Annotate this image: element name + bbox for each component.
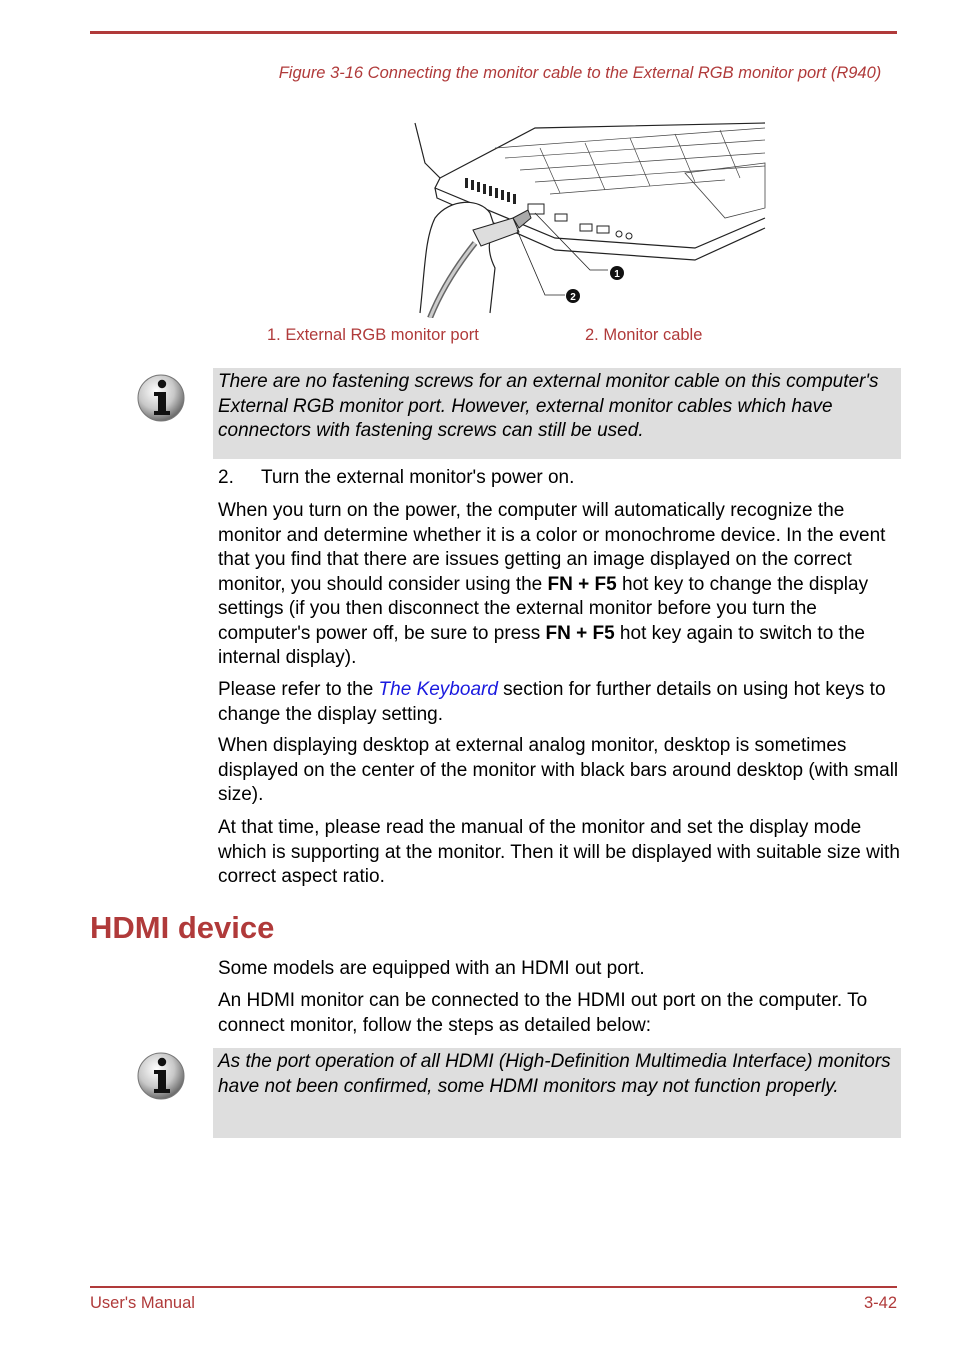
figure-caption: Figure 3-16 Connecting the monitor cable to the External RGB monitor port (R940) (278, 64, 882, 82)
paragraph-black-bars: When displaying desktop at external analog monitor, desktop is sometimes displayed on the center of the monitor with black bars around desktop (with small size). (218, 735, 899, 805)
callout-2 (566, 289, 580, 303)
figure-legend-item-2: 2. Monitor cable (585, 326, 703, 344)
footer-rule (90, 1286, 897, 1288)
note-box-hdmi (213, 1048, 901, 1138)
svg-text:2: 2 (570, 292, 576, 303)
note-box-monitor-screws (213, 368, 901, 459)
footer-page-number: 3-42 (863, 1294, 897, 1312)
paragraph-display-mode: At that time, please read the manual of the monitor and set the display mode which is supporting at the monitor. Then it will be displayed with suitable size with correct aspect ratio. (218, 817, 900, 887)
info-icon (136, 373, 186, 423)
step-text: Turn the external monitor's power on. (261, 467, 575, 488)
footer-manual-title: User's Manual (90, 1294, 195, 1312)
figure-legend-item-1: 1. External RGB monitor port (267, 326, 479, 344)
laptop-monitor-port-illustration (395, 118, 770, 318)
paragraph-hdmi-connect: An HDMI monitor can be connected to the HDMI out port on the computer. To connect monitor, follow the steps as detailed below: (218, 990, 868, 1036)
note-text: There are no fastening screws for an external monitor cable on this computer's External RGB monitor port. However, external monitor cables which have connectors with fastening screws can still be used. (218, 371, 879, 441)
hotkey-label: FN + F5 (545, 622, 615, 644)
svg-text:1: 1 (614, 269, 620, 280)
info-icon (136, 1051, 186, 1101)
paragraph-keyboard-reference: Please refer to the The Keyboard section for further details on using hot keys to change the display setting. (218, 679, 886, 725)
callout-1 (610, 266, 624, 280)
header-rule (90, 31, 897, 34)
hotkey-label: FN + F5 (547, 573, 617, 595)
note-text: As the port operation of all HDMI (High-Definition Multimedia Interface) monitors have not been confirmed, some HDMI monitors may not function properly. (218, 1051, 891, 1097)
paragraph-hdmi-intro: Some models are equipped with an HDMI out port. (218, 958, 645, 979)
keyboard-section-link[interactable]: The Keyboard (378, 679, 498, 700)
step-number: 2. (218, 467, 234, 488)
paragraph-auto-recognize: When you turn on the power, the computer will automatically recognize the monitor and determine whether it is a color or monochrome device. In the event that you find that there are issues getting an image displayed on the correct monitor, you should consider using the FN + F5 hot key to change the display settings (if you then disconnect the external monitor before you turn the computer's power off, be sure to press FN + F5 hot key again to switch to the internal display). (218, 500, 886, 668)
section-heading-hdmi: HDMI device (90, 910, 275, 945)
